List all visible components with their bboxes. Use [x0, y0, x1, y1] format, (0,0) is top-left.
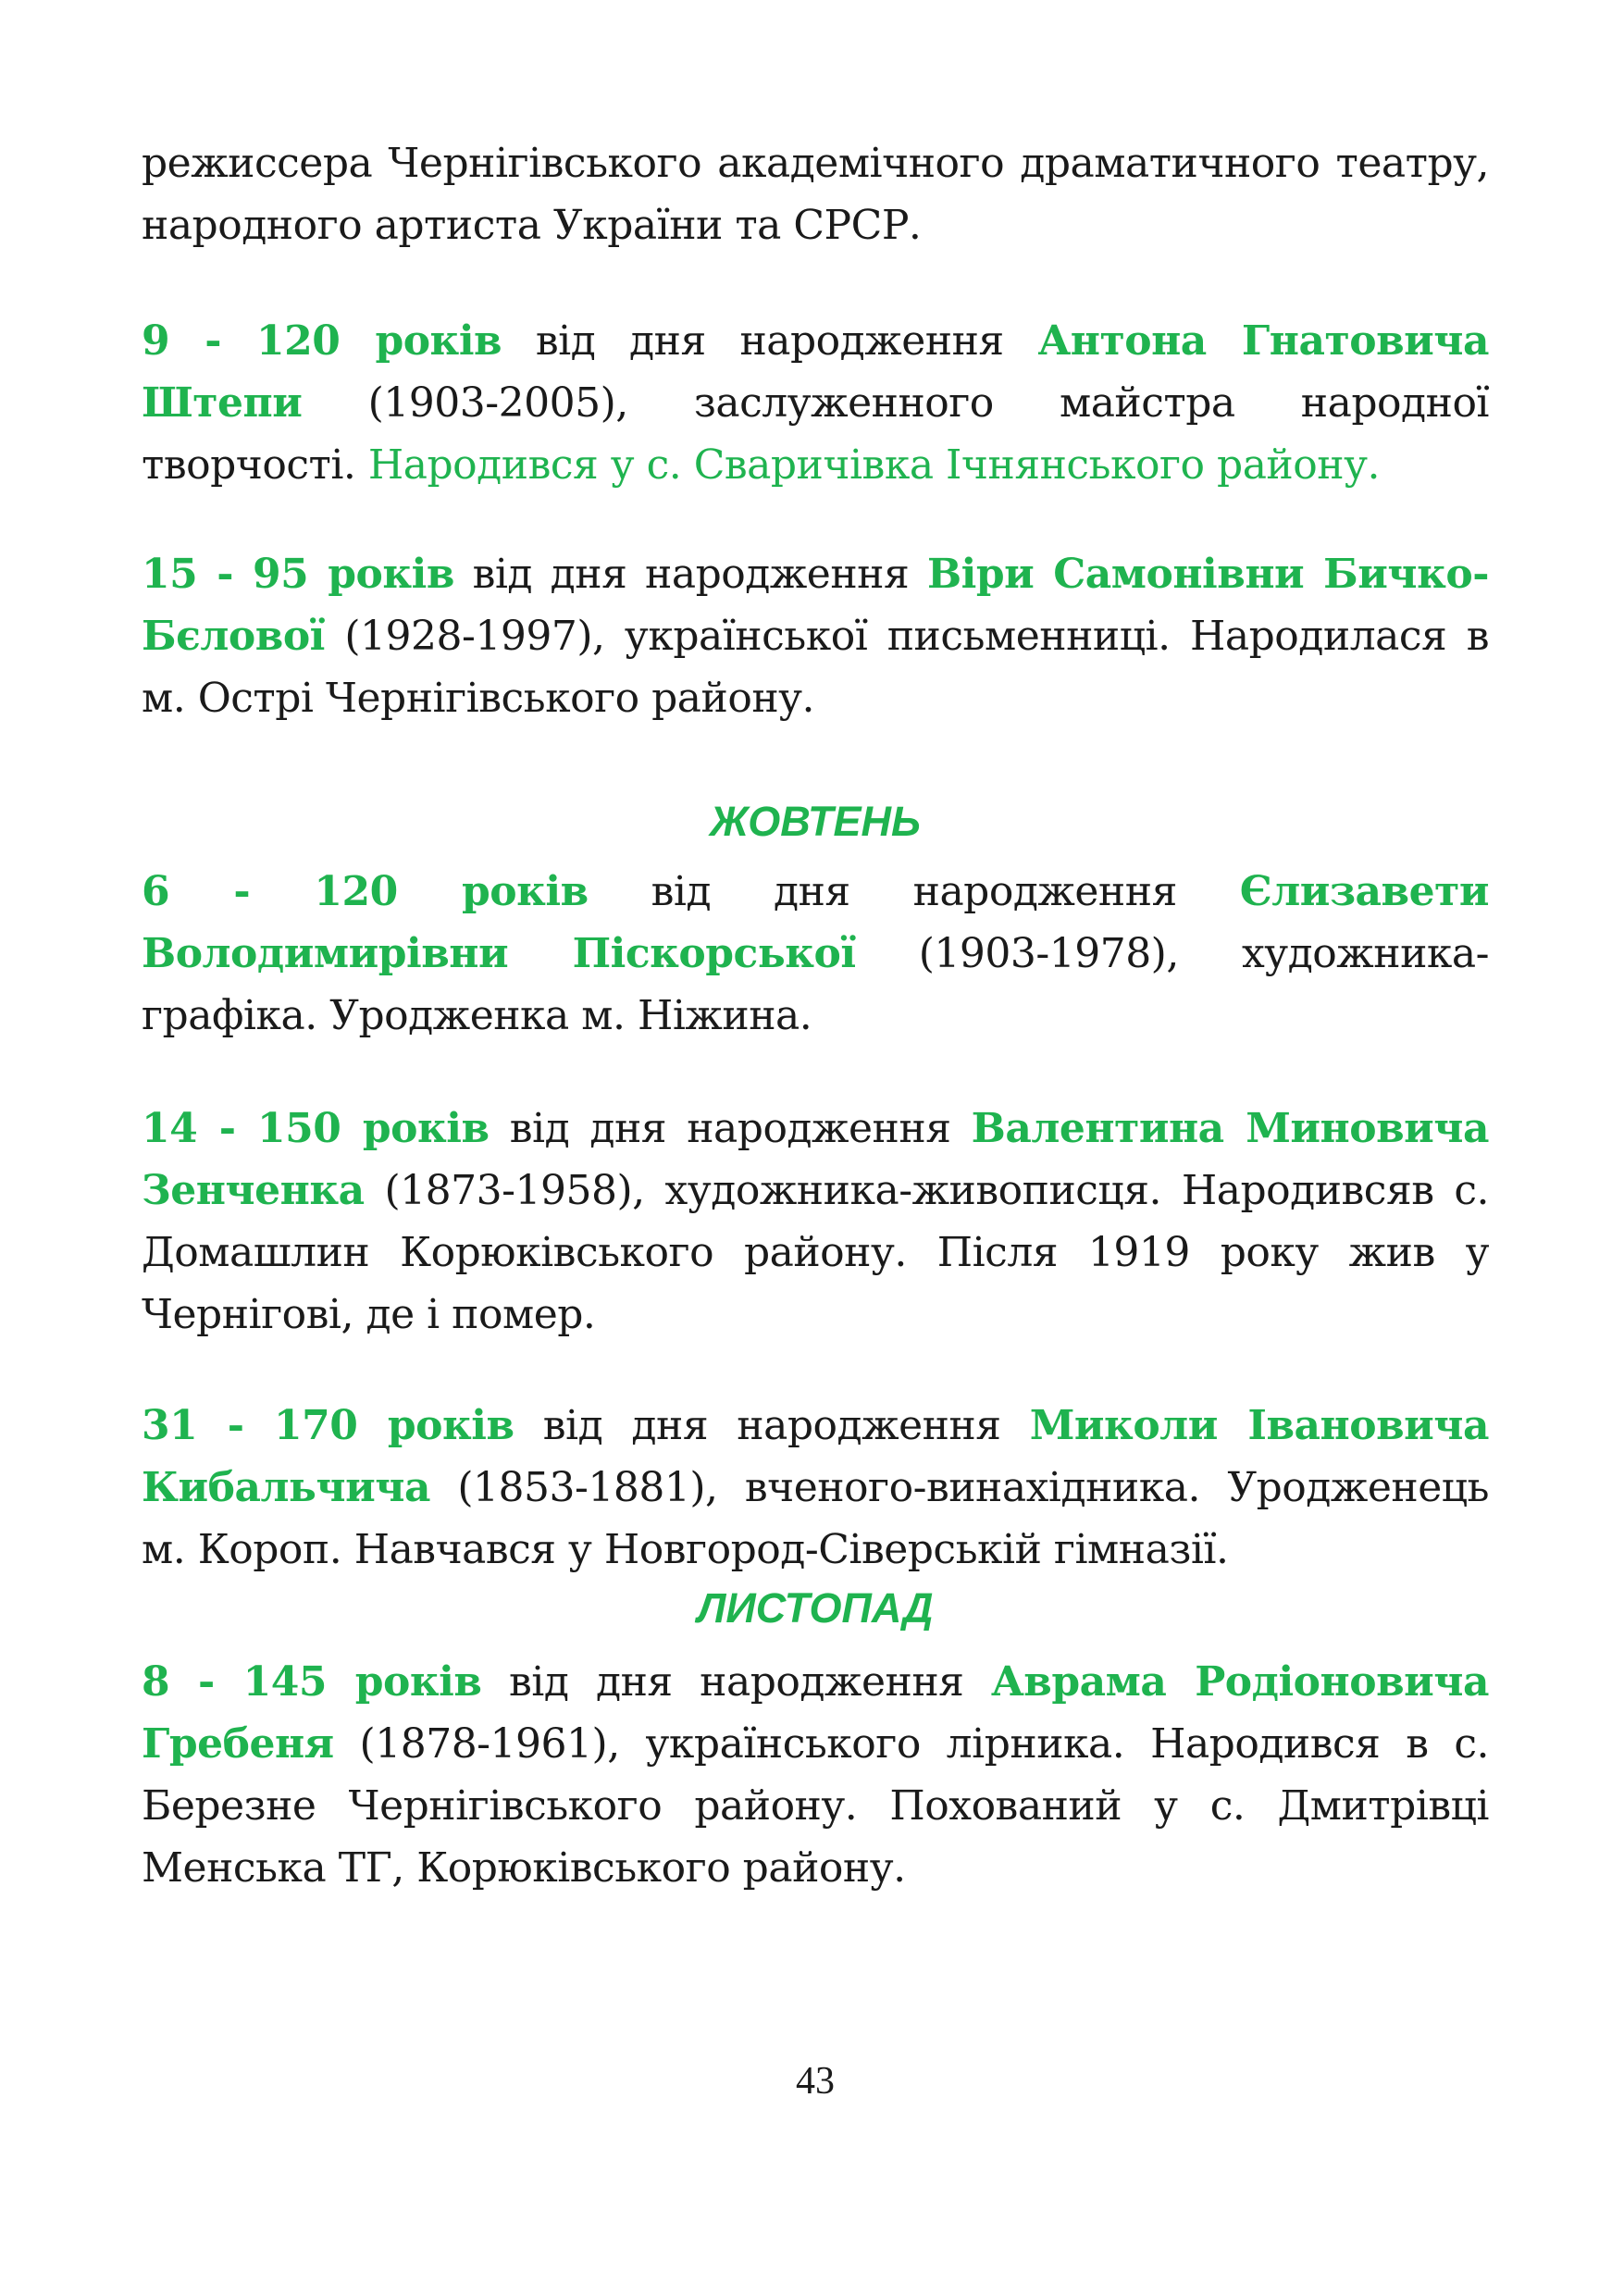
entry-shtepa	[142, 310, 1489, 496]
entry-connector: від дня народження	[588, 868, 1240, 915]
entry-date-label: 8 - 145 років	[142, 1658, 482, 1706]
entry-date-label: 31 - 170 років	[142, 1402, 514, 1449]
month-heading-november: ЛИСТОПАД	[697, 1584, 934, 1632]
entry-person-name: Єлизавети Володимирівни Піскорської	[142, 868, 1489, 977]
entry-person-name: Аврама Родіоновича Гребеня	[142, 1658, 1490, 1768]
entry-connector: від дня народження	[514, 1402, 1030, 1449]
entry-bychko-bielova	[142, 543, 1489, 729]
entry-date-label: 6 - 120 років	[142, 868, 589, 915]
entry-details: (1928-1997), української письменниці. Народилася в м. Острі Чернігівського району.	[142, 613, 1489, 722]
entry-connector: від дня народження	[489, 1105, 972, 1152]
entry-date-label: 14 - 150 років	[142, 1105, 490, 1152]
entry-person-name: Миколи Івановича Кибальчича	[142, 1402, 1490, 1511]
entry-connector: від дня народження	[453, 551, 927, 598]
entry-zenchenko	[142, 1098, 1489, 1346]
page-number: 43	[796, 2060, 835, 2103]
entry-person-name: Антона Гнатовича Штепи	[142, 317, 1490, 427]
continued-paragraph-text: режиссера Чернігівського академічного драматичного театру, народного артиста України та СРСР.	[142, 140, 1489, 249]
entry-birthplace-note: Народився у с. Сваричівка Ічнянського району.	[367, 441, 1380, 489]
entry-person-name: Віри Самонівни Бичко-Бєлової	[142, 551, 1489, 660]
continued-paragraph	[142, 132, 1489, 256]
entry-hreben	[142, 1651, 1489, 1899]
entry-details: (1903-1978), художника-графіка. Уродженка м. Ніжина.	[142, 930, 1490, 1039]
entry-details: (1878-1961), українського лірника. Народився в с. Березне Чернігівського району. Похований у с. Дмитрівці Менська ТГ, Корюківського району.	[142, 1720, 1489, 1892]
entry-connector: від дня народження	[481, 1658, 991, 1706]
entry-details: (1873-1958), художника-живописця. Народивсяв с. Домашлин Корюківського району. Після 1919 року жив у Чернігові, де і помер.	[142, 1167, 1489, 1338]
entry-kybalchych	[142, 1395, 1489, 1581]
entry-details: (1853-1881), вченого-винахідника. Уродженець м. Короп. Навчався у Новгород-Сіверській гімназії.	[142, 1464, 1489, 1573]
entry-details: (1903-2005), заслуженного майстра народної творчості.	[142, 379, 1489, 489]
month-heading-october: ЖОВТЕНЬ	[710, 798, 921, 845]
entry-person-name: Валентина Миновича Зенченка	[142, 1105, 1490, 1214]
entry-date-label: 9 - 120 років	[142, 317, 502, 365]
entry-piskorska	[142, 861, 1489, 1047]
entry-date-label: 15 - 95 років	[142, 551, 454, 598]
entry-connector: від дня народження	[502, 317, 1038, 365]
